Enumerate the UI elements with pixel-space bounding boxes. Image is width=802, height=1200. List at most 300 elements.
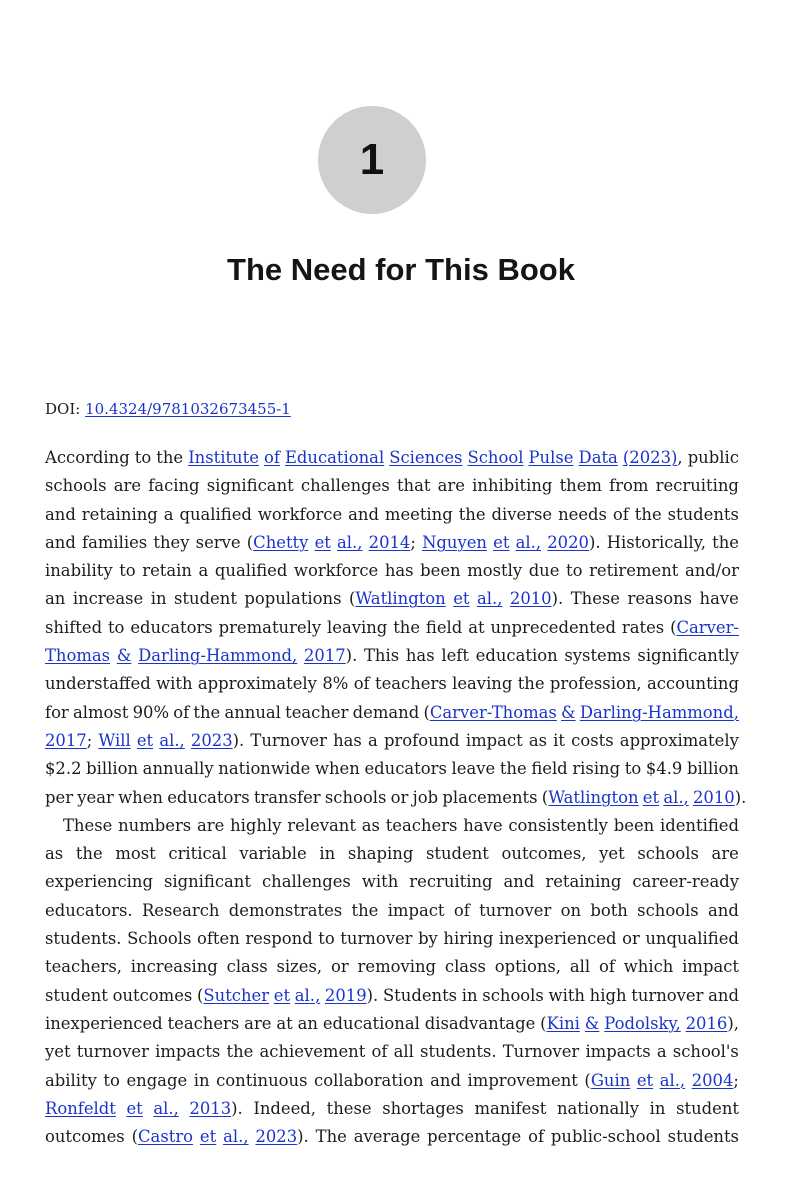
word xyxy=(584,1067,630,1095)
citation-link[interactable]: (2023) xyxy=(622,448,678,467)
word xyxy=(167,784,249,812)
word xyxy=(462,982,478,1010)
word xyxy=(337,529,362,557)
word xyxy=(137,727,153,755)
text-fragment: or xyxy=(390,787,409,807)
word xyxy=(327,1095,372,1123)
text-fragment: year xyxy=(77,787,114,807)
text-fragment: an xyxy=(45,589,66,609)
word xyxy=(322,670,348,698)
citation-link[interactable]: Carver- xyxy=(676,617,739,637)
text-fragment: field xyxy=(425,617,463,637)
word xyxy=(443,925,493,953)
text-fragment: numbers xyxy=(118,815,192,835)
word xyxy=(45,982,108,1010)
citation-link[interactable]: 2017 xyxy=(303,646,346,666)
text-fragment: outcomes, xyxy=(501,844,587,864)
text-fragment: been xyxy=(420,561,461,581)
word xyxy=(368,727,378,755)
text-fragment: it xyxy=(553,730,566,750)
text-fragment: in xyxy=(649,1098,666,1118)
text-fragment: The xyxy=(315,1127,347,1147)
citation-link[interactable]: al., xyxy=(153,1098,179,1118)
text-line xyxy=(45,642,739,670)
citation-link[interactable]: et xyxy=(314,532,331,552)
citation-link[interactable]: Carver-Thomas xyxy=(429,702,557,722)
text-fragment: school's xyxy=(672,1042,739,1062)
text-fragment: highly xyxy=(230,815,282,835)
text-fragment: significant xyxy=(163,872,251,892)
text-fragment: has xyxy=(405,646,435,666)
word xyxy=(224,699,280,727)
text-fragment: as xyxy=(361,815,380,835)
chapter-number: 1 xyxy=(359,135,385,184)
text-fragment: ). xyxy=(734,787,747,807)
text-fragment: percentage xyxy=(427,1127,522,1147)
text-fragment: educators. xyxy=(45,900,133,920)
text-line xyxy=(45,699,739,727)
word xyxy=(349,585,446,613)
word xyxy=(479,897,551,925)
word xyxy=(207,472,294,500)
text-line xyxy=(45,925,739,953)
citation-link[interactable]: 2019 xyxy=(324,985,367,1005)
text-fragment: critical xyxy=(168,844,227,864)
word xyxy=(445,953,486,981)
word xyxy=(45,501,76,529)
word xyxy=(482,982,544,1010)
citation-link[interactable]: Institute xyxy=(188,448,259,467)
word xyxy=(422,529,487,557)
word xyxy=(353,699,420,727)
word xyxy=(686,1010,739,1038)
word xyxy=(230,812,281,840)
citation-link[interactable]: Podolsky, xyxy=(604,1013,681,1033)
text-fragment: to xyxy=(103,1070,120,1090)
text-fragment: outcomes xyxy=(112,985,193,1005)
word xyxy=(637,897,699,925)
citation-link[interactable]: Castro xyxy=(138,1127,194,1147)
text-fragment: ( xyxy=(423,702,430,722)
text-fragment: with xyxy=(156,674,193,694)
text-fragment: impact xyxy=(465,730,523,750)
citation-link[interactable]: et xyxy=(199,1127,217,1147)
word xyxy=(323,1010,420,1038)
word xyxy=(155,1038,220,1066)
text-fragment: teachers xyxy=(374,674,447,694)
word xyxy=(191,727,244,755)
citation-link[interactable]: al., xyxy=(337,532,363,552)
word xyxy=(647,670,739,698)
word xyxy=(670,614,739,642)
word xyxy=(420,1038,497,1066)
text-fragment: the xyxy=(75,844,103,864)
word xyxy=(712,529,739,557)
word xyxy=(216,1067,307,1095)
text-line xyxy=(45,1038,739,1066)
word xyxy=(637,1067,653,1095)
word xyxy=(132,1123,193,1151)
citation-link[interactable]: Chetty xyxy=(253,532,309,552)
citation-link[interactable]: 2010 xyxy=(693,787,735,807)
word xyxy=(516,529,541,557)
word xyxy=(45,840,63,868)
text-fragment: in xyxy=(319,844,336,864)
text-fragment: This xyxy=(364,646,400,666)
citation-link[interactable]: et xyxy=(273,985,291,1005)
text-fragment: inhibiting xyxy=(472,476,553,496)
text-fragment: to xyxy=(624,759,642,779)
text-fragment: qualified xyxy=(214,561,288,581)
text-fragment: schools xyxy=(45,476,107,496)
text-fragment: most xyxy=(115,844,156,864)
word xyxy=(542,784,639,812)
word xyxy=(620,727,739,755)
citation-link[interactable]: al., xyxy=(159,730,185,750)
word xyxy=(657,1038,667,1066)
word xyxy=(77,1038,149,1066)
word xyxy=(682,953,739,981)
word xyxy=(467,557,522,585)
text-fragment: are xyxy=(437,476,465,496)
word xyxy=(466,727,523,755)
citation-link[interactable]: et xyxy=(136,730,154,750)
citation-link[interactable]: al., xyxy=(515,532,542,552)
word xyxy=(362,868,398,896)
text-line xyxy=(45,557,739,585)
text-fragment: ), xyxy=(727,1013,739,1033)
word xyxy=(676,1095,739,1123)
text-fragment: the xyxy=(351,900,379,920)
word xyxy=(430,1067,461,1095)
citation-link[interactable]: Guin xyxy=(590,1070,631,1090)
text-line xyxy=(45,982,739,1010)
word xyxy=(590,897,628,925)
text-fragment: recruiting xyxy=(409,872,493,892)
word xyxy=(298,1010,318,1038)
citation-link[interactable]: Sutcher xyxy=(203,985,270,1005)
text-line xyxy=(45,1095,739,1123)
text-fragment: families xyxy=(82,532,148,552)
text-fragment: students xyxy=(667,504,739,524)
text-line xyxy=(45,897,739,925)
citation-link[interactable]: al., xyxy=(223,1127,249,1147)
word xyxy=(688,444,739,472)
word xyxy=(668,501,739,529)
word xyxy=(468,1067,578,1095)
word xyxy=(382,1095,464,1123)
text-fragment: annually xyxy=(142,759,214,779)
citation-link[interactable]: et xyxy=(642,787,660,807)
word xyxy=(45,755,82,783)
text-line xyxy=(45,614,739,642)
text-fragment: of xyxy=(528,1127,545,1147)
word xyxy=(358,953,437,981)
word xyxy=(631,982,703,1010)
text-fragment: rising xyxy=(572,759,621,779)
text-fragment: both xyxy=(590,900,628,920)
text-fragment: billion xyxy=(687,759,739,779)
citation-link[interactable]: Educational xyxy=(284,448,385,467)
word xyxy=(352,897,379,925)
word xyxy=(646,755,683,783)
text-fragment: Schools xyxy=(127,929,192,949)
citation-link[interactable]: 2023 xyxy=(255,1127,298,1147)
word xyxy=(685,557,739,585)
text-line xyxy=(45,1067,739,1095)
citation-link[interactable]: al., xyxy=(294,985,321,1005)
text-fragment: shaping xyxy=(347,844,414,864)
text-fragment: average xyxy=(353,1127,421,1147)
word xyxy=(503,1038,580,1066)
word xyxy=(423,699,556,727)
text-fragment: all xyxy=(393,1042,414,1062)
text-fragment: almost xyxy=(72,702,129,722)
text-fragment: of xyxy=(453,900,470,920)
word xyxy=(474,1095,546,1123)
word xyxy=(547,529,600,557)
text-fragment: annual xyxy=(224,702,281,722)
text-fragment: ( xyxy=(670,617,677,637)
text-fragment: the xyxy=(226,1042,254,1062)
text-fragment: of xyxy=(353,674,370,694)
text-fragment: the xyxy=(517,674,545,694)
word xyxy=(637,642,738,670)
text-fragment: public-school xyxy=(550,1127,661,1147)
word xyxy=(607,529,706,557)
citation-link[interactable]: 2010 xyxy=(509,589,552,609)
word xyxy=(508,812,608,840)
citation-link[interactable]: al., xyxy=(663,787,689,807)
word xyxy=(119,557,135,585)
citation-link[interactable]: 2023 xyxy=(190,730,233,750)
word xyxy=(385,501,453,529)
word xyxy=(73,699,128,727)
text-fragment: teacher xyxy=(285,702,349,722)
text-fragment: and xyxy=(45,504,76,524)
text-fragment: of xyxy=(612,504,629,524)
word xyxy=(315,755,360,783)
text-fragment: inexperienced xyxy=(45,1013,163,1033)
word xyxy=(45,868,153,896)
text-fragment: on xyxy=(560,900,582,920)
citation-link[interactable]: Pulse xyxy=(528,448,574,467)
word xyxy=(438,472,465,500)
word xyxy=(218,755,310,783)
word xyxy=(258,501,342,529)
text-line xyxy=(45,585,739,613)
text-fragment: teachers, xyxy=(45,957,122,977)
word xyxy=(493,529,509,557)
text-fragment: of xyxy=(598,957,615,977)
citation-link[interactable]: Watlington xyxy=(548,787,639,807)
word xyxy=(301,472,390,500)
citation-link[interactable]: & xyxy=(561,702,576,722)
text-fragment: all xyxy=(569,957,591,977)
word xyxy=(491,501,552,529)
word xyxy=(420,557,460,585)
text-fragment: meeting xyxy=(384,504,453,524)
citation-link[interactable]: al., xyxy=(659,1070,686,1090)
citation-link[interactable]: Data xyxy=(578,448,618,467)
text-fragment: relevant xyxy=(287,815,356,835)
text-fragment: , xyxy=(677,448,683,467)
citation-link[interactable]: Sciences xyxy=(389,448,463,467)
word xyxy=(580,699,739,727)
text-line xyxy=(45,1123,739,1151)
text-fragment: $2.2 xyxy=(45,759,82,779)
word xyxy=(632,868,739,896)
text-fragment: needs xyxy=(558,504,607,524)
word xyxy=(244,585,341,613)
word xyxy=(687,755,739,783)
text-fragment: and xyxy=(708,900,739,920)
citation-link[interactable]: of xyxy=(263,448,280,467)
text-fragment: ). xyxy=(345,646,358,666)
text-fragment: has xyxy=(384,561,414,581)
word xyxy=(712,840,739,868)
word xyxy=(663,784,688,812)
word xyxy=(318,925,334,953)
word xyxy=(294,557,378,585)
text-fragment: educators xyxy=(364,759,447,779)
word xyxy=(692,1067,739,1095)
text-fragment: of xyxy=(173,702,190,722)
word xyxy=(153,529,189,557)
text-fragment: transfer xyxy=(253,787,321,807)
word xyxy=(364,642,399,670)
citation-link[interactable]: Kini xyxy=(546,1013,580,1033)
citation-link[interactable]: 2013 xyxy=(189,1098,232,1118)
word xyxy=(285,444,384,472)
text-line xyxy=(45,953,739,981)
word xyxy=(700,585,739,613)
word xyxy=(364,755,446,783)
citation-link[interactable]: & xyxy=(116,646,132,666)
word xyxy=(148,472,199,500)
word xyxy=(188,444,259,472)
text-fragment: as xyxy=(528,730,548,750)
word xyxy=(477,585,502,613)
word xyxy=(426,614,462,642)
word xyxy=(126,1095,142,1123)
citation-link[interactable]: Thomas xyxy=(45,646,111,666)
text-fragment: nationwide xyxy=(218,759,311,779)
text-fragment: turnover xyxy=(631,985,704,1005)
citation-link[interactable]: et xyxy=(453,589,470,609)
text-fragment: leaving xyxy=(327,617,388,637)
text-fragment: turnover xyxy=(340,929,413,949)
word xyxy=(151,585,167,613)
text-line xyxy=(45,840,739,868)
word xyxy=(82,501,158,529)
word xyxy=(628,585,693,613)
text-fragment: have xyxy=(699,589,739,609)
citation-link[interactable]: Ronfeldt xyxy=(45,1098,116,1118)
text-fragment: challenges xyxy=(261,872,351,892)
citation-link[interactable]: Darling-Hammond, xyxy=(138,646,298,666)
citation-link[interactable]: 2020 xyxy=(547,532,589,552)
word xyxy=(348,840,414,868)
word xyxy=(197,812,224,840)
word xyxy=(472,472,552,500)
citation-link[interactable]: al., xyxy=(476,589,503,609)
text-fragment: ; xyxy=(86,730,93,750)
citation-link[interactable]: Darling-Hammond, xyxy=(579,702,739,722)
word xyxy=(635,501,662,529)
word xyxy=(143,755,214,783)
word xyxy=(45,699,69,727)
word xyxy=(142,897,220,925)
body-text xyxy=(45,444,747,1151)
word xyxy=(45,1010,163,1038)
word xyxy=(585,1038,650,1066)
word xyxy=(409,868,492,896)
doi-link[interactable]: 10.4324/9781032673455-1 xyxy=(85,400,291,418)
word xyxy=(425,1010,536,1038)
word xyxy=(227,1038,254,1066)
word xyxy=(614,812,654,840)
word xyxy=(549,982,585,1010)
text-fragment: challenges xyxy=(300,476,390,496)
citation-link[interactable]: 2014 xyxy=(368,532,411,552)
text-fragment: they xyxy=(153,532,190,552)
citation-link[interactable]: et xyxy=(126,1098,143,1118)
word xyxy=(285,699,348,727)
text-fragment: These xyxy=(570,589,621,609)
citation-link[interactable]: & xyxy=(584,1013,600,1033)
text-fragment: Research xyxy=(141,900,220,920)
word xyxy=(441,642,469,670)
citation-link[interactable]: Watlington xyxy=(355,589,446,609)
text-fragment: retain xyxy=(142,561,192,581)
text-fragment: a xyxy=(656,1042,667,1062)
word xyxy=(108,614,124,642)
word xyxy=(442,784,537,812)
text-fragment: outcomes xyxy=(45,1127,125,1147)
citation-link[interactable]: Nguyen xyxy=(422,532,487,552)
text-fragment: an xyxy=(297,1013,318,1033)
word xyxy=(551,1123,661,1151)
citation-link[interactable]: 2004 xyxy=(691,1070,734,1090)
word xyxy=(264,444,280,472)
word xyxy=(118,784,163,812)
text-fragment: systems xyxy=(564,646,631,666)
word xyxy=(45,1123,125,1151)
citation-link[interactable]: et xyxy=(493,532,510,552)
word xyxy=(45,557,113,585)
text-fragment: students. xyxy=(45,929,122,949)
citation-link[interactable]: School xyxy=(467,448,524,467)
citation-link[interactable]: et xyxy=(636,1070,654,1090)
word xyxy=(262,868,351,896)
text-fragment: significant xyxy=(206,476,294,496)
text-line xyxy=(45,472,739,500)
text-fragment: collaboration xyxy=(314,1070,424,1090)
word xyxy=(529,727,547,755)
word xyxy=(391,784,409,812)
text-fragment: schools xyxy=(637,900,699,920)
word xyxy=(45,614,102,642)
citation-link[interactable]: Will xyxy=(98,730,131,750)
word xyxy=(45,444,130,472)
word xyxy=(495,953,561,981)
word xyxy=(287,812,356,840)
citation-link[interactable]: 2017 xyxy=(45,730,87,750)
word xyxy=(383,982,457,1010)
citation-link[interactable]: 2016 xyxy=(685,1013,728,1033)
text-fragment: education xyxy=(475,646,558,666)
